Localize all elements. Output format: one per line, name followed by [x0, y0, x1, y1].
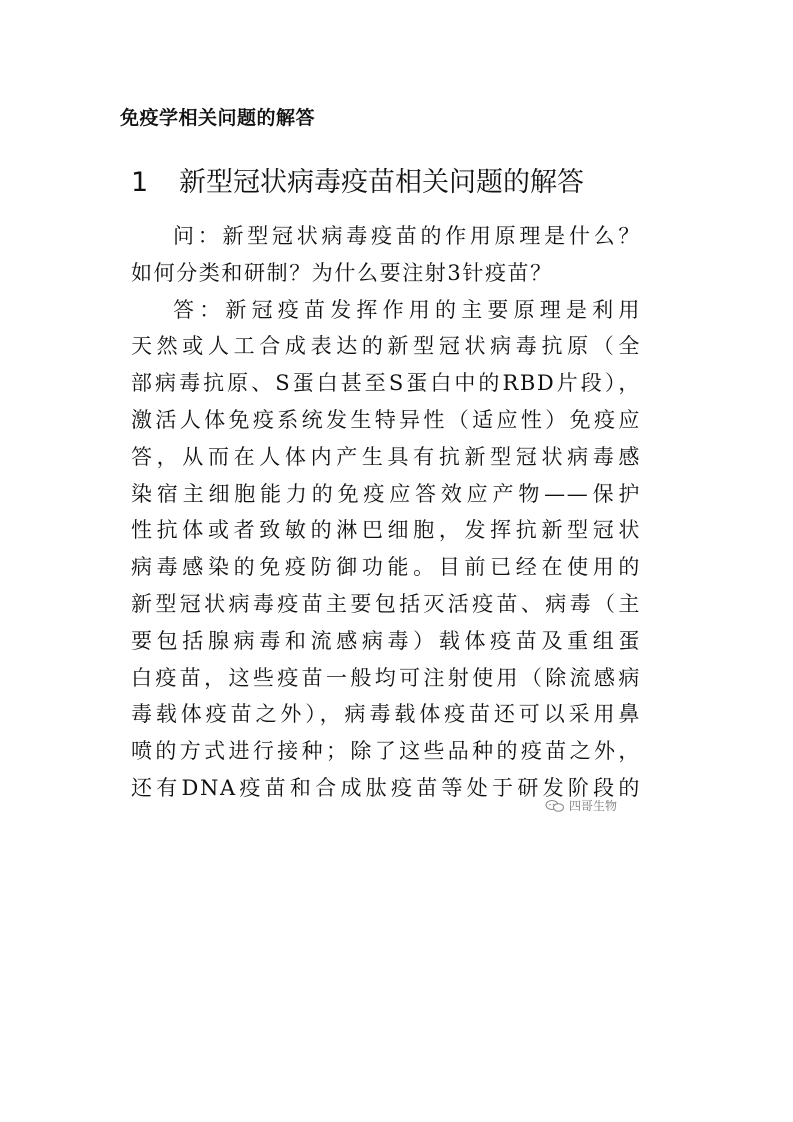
- answer-line-9: 新型冠状病毒疫苗主要包括灭活疫苗、病毒（主: [131, 591, 641, 616]
- question-line-1: 问：新型冠状病毒疫苗的作用原理是什么？: [173, 224, 641, 248]
- watermark: [545, 797, 617, 814]
- section-title: 新型冠状病毒疫苗相关问题的解答: [179, 167, 584, 198]
- answer-line-4: 激活人体免疫系统发生特异性（适应性）免疫应: [131, 407, 641, 432]
- answer-line-5: 答，从而在人体内产生具有抗新型冠状病毒感: [131, 444, 641, 469]
- answer-line-2: 天然或人工合成表达的新型冠状病毒抗原（全: [131, 334, 641, 359]
- watermark-text: 四哥生物: [569, 799, 618, 813]
- answer-line-10: 要包括腺病毒和流感病毒）载体疫苗及重组蛋: [131, 628, 641, 653]
- wechat-icon: [545, 800, 565, 812]
- answer-line-14: 还有DNA疫苗和合成肽疫苗等处于研发阶段的: [131, 775, 641, 800]
- answer-line-11: 白疫苗，这些疫苗一般均可注射使用（除流感病: [131, 665, 641, 690]
- running-head: 免疫学相关问题的解答: [120, 107, 316, 129]
- answer-line-1: 答：新冠疫苗发挥作用的主要原理是利用: [173, 297, 641, 322]
- answer-line-8: 病毒感染的免疫防御功能。目前已经在使用的: [131, 555, 641, 580]
- answer-line-3: 部病毒抗原、S蛋白甚至S蛋白中的RBD片段），: [131, 371, 641, 396]
- answer-line-6: 染宿主细胞能力的免疫应答效应产物——保护: [131, 481, 641, 506]
- answer-line-7: 性抗体或者致敏的淋巴细胞，发挥抗新型冠状: [131, 518, 641, 543]
- body-text: [131, 218, 641, 807]
- answer-line-12: 毒载体疫苗之外），病毒载体疫苗还可以采用鼻: [131, 702, 641, 727]
- section-number: 1: [131, 167, 149, 198]
- section-heading: [131, 163, 584, 203]
- question-line-2: 如何分类和研制？为什么要注射3针疫苗？: [131, 260, 553, 285]
- answer-line-13: 喷的方式进行接种；除了这些品种的疫苗之外，: [131, 739, 641, 764]
